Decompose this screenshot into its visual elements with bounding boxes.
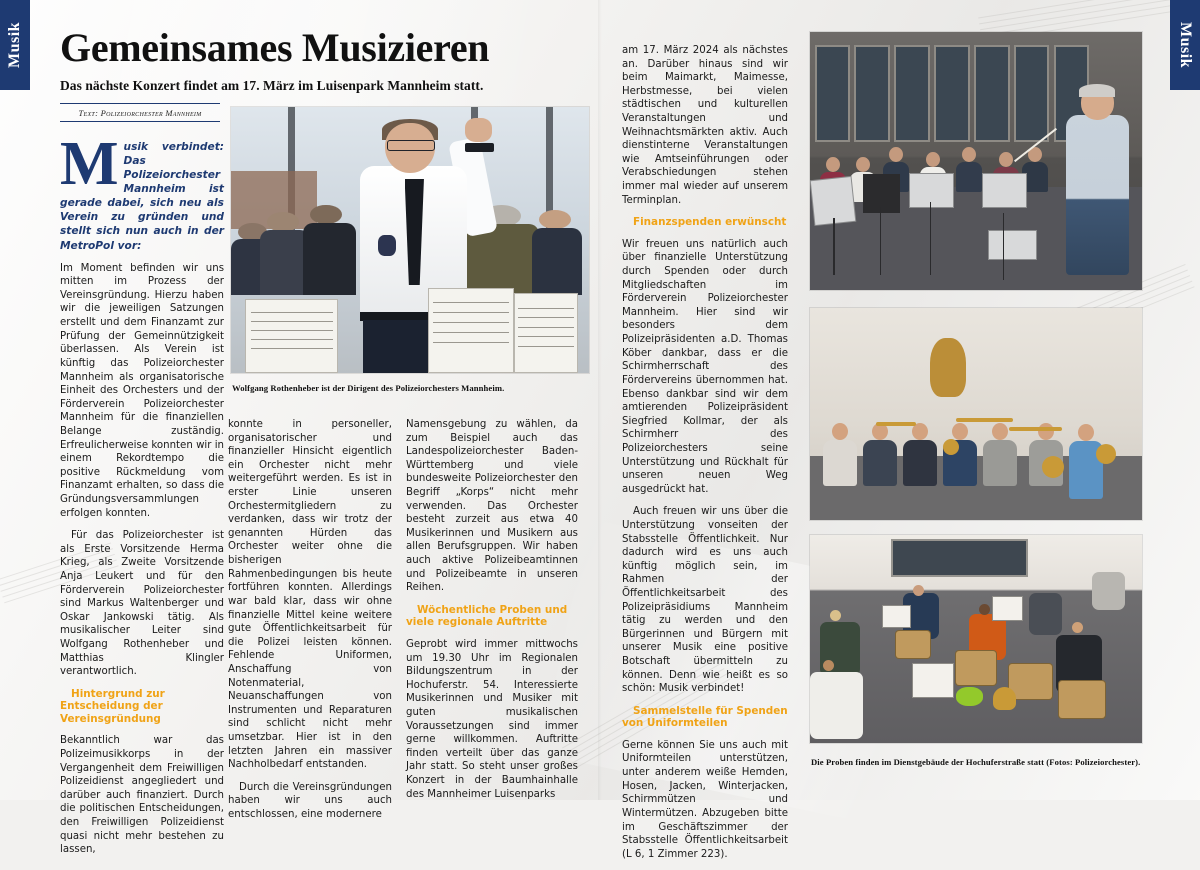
audience-torso [303,223,357,295]
trombone-instrument [1009,427,1062,431]
music-stand [910,174,953,208]
tuba-instrument [930,338,967,397]
chair [956,651,996,684]
orchestra-member [1022,147,1048,192]
page-subtitle: Das nächste Konzert findet am 17. März im Luisenpark Mannheim statt. [60,77,484,93]
audience-torso [532,228,582,295]
col1-paragraph-3: Bekanntlich war das Polizeimusikkorps in der Vergangenheit dem Freiwilligen Polizeidienst angegliedert und darüber auch finanziert. Durch die politischen Entscheidungen, den Freiwilligen Polizeidienst quasi nicht mehr bestehen zu lassen, [60,735,224,856]
photo-rehearsal-overhead [810,535,1142,743]
room-window [856,47,888,140]
sheet-music-stand-right [514,293,578,373]
drop-cap: M [60,130,119,198]
chair [1059,681,1105,718]
conductor-fist [465,118,492,142]
col4-paragraph-2: Wir freuen uns natürlich auch über finanzielle Unterstützung durch Spenden oder durch Mitgliedschaften im Förderverein Polizeiorchester Mannheim. Hier sind wir besonders dem Polizeipräsidenten a.D. Thomas Köber dankbar, dass er die Schirmherrschaft des Fördervereins übernommen hat. Ebenso dankbar sind wir dem amtierenden Polizeipräsident Siegfried Kollmar, der als Schirmherr des Polizeiorchesters seine Unterstützung und Rückhalt für unseren neuen Weg ausgedrückt hat. [622,238,788,495]
col4-section-heading-2: Sammelstelle für Spenden von Uniformteilen [622,704,788,730]
musician-head [913,585,924,596]
photo-brass-section [810,308,1142,520]
music-stand [883,606,910,627]
music-stand [983,174,1026,208]
brass-player [903,423,937,486]
police-badge-icon [378,235,396,256]
col4-paragraph-3: Auch freuen wir uns über die Unterstützung vonseiten der Stabsstelle Öffentlichkeit. Nur dadurch wird es uns auch künftig möglich sein, im Rahmen der Öffentlichkeitsarbeit des Polizeipräsidiums Mannheim tätig zu werden und den Bürgerinnen und Bürgern mit unserer Musik eine positive Botschaft übermitteln zu können. Denn wie heißt es so schön: Musik verbindet! [622,506,788,695]
orchestra-member [956,147,982,192]
col3-paragraph-2: Geprobt wird immer mittwochs um 19.30 Uhr im Regionalen Bildungszentrum in der Hochuferstr. 54. Interessierte Musikerinnen und Musiker mit guten musikalischen Voraussetzungen sind immer gerne willkommen. Auftritte finden verteilt über das ganze Jahr statt. So steht unser großes Konzert in der Baumhainhalle des Mannheimer Luisenparks [406,638,578,800]
music-stand [989,231,1035,259]
photo-conductor [231,107,589,373]
musician-head [823,660,834,671]
sheet-music-stand-left [245,299,338,373]
article-column-2 [228,418,392,831]
musician-head [979,604,990,615]
trombone-instrument [956,418,1012,422]
trumpet-instrument [876,422,916,426]
stand-leg [1003,213,1005,280]
musician-head [830,610,841,621]
brass-player [1069,424,1103,499]
category-tab-right-label: Musik [1177,21,1194,69]
chair [1009,664,1052,699]
room-window [976,47,1008,140]
page-fold-shadow [598,0,604,800]
photo-conductor-caption: Wolfgang Rothenheber ist der Dirigent des Polizeiorchesters Mannheim. [232,383,505,393]
stand-leg [833,218,835,275]
photo-overhead-caption: Die Proben finden im Dienstgebäude der Hochuferstraße statt (Fotos: Polizeiorchester). [811,757,1141,767]
music-stand [993,597,1023,620]
brass-player [863,423,897,486]
brass-player [983,423,1017,486]
masthead [60,25,590,94]
music-stand [913,664,953,697]
room-window-back [893,541,1026,574]
category-tab-right [1170,0,1200,90]
category-tab-left [0,0,30,90]
audience-head [539,210,571,229]
chair [896,631,929,658]
seated-musician [1029,593,1062,635]
col1-section-heading: Hintergrund zur Entscheidung der Vereinsgründung [60,687,165,725]
seated-musician [810,672,863,739]
rehearsal-conductor-body [1066,115,1129,275]
col3-paragraph-1: Namensgebung zu wählen, da zum Beispiel auch das Landespolizeiorchester Baden-Württemberg und viele bundesweite Polizeiorchester den Begriff „Korps“ nicht mehr verwenden. Das Orchester besteht zurzeit aus etwa 40 Musikerinnen und Musikern aus allen Berufsgruppen. Wir haben auch aktive Polizeibeamtinnen und Polizeibeamte in unseren Reihen. [406,419,578,594]
byline [60,103,220,122]
page-title: Gemeinsames Musizieren [60,25,490,70]
conductor-wristwatch [465,143,494,152]
col1-paragraph-1: Im Moment befinden wir uns mitten im Prozess der Vereinsgründung. Hierzu haben wir die jeweiligen Satzungen erstellt und dem Finanzamt zur Prüfung der Gemeinnützigkeit überlassen. Als Verein ist künftig das Polizeiorchester Mannheim als organisatorische Einheit des Orchesters und der Förderverein Polizeiorchester Mannheim für die finanziellen Belange zuständig. Erfreulicherweise konnten wir in einem Rekordtempo die positive Rückmeldung vom Finanzamt erhalten, so dass die Gründungsversammlungen erfolgen konnten. [60,262,224,519]
col4-paragraph-1: am 17. März 2024 als nächstes an. Darüber hinaus sind wir beim Maimarkt, Maimesse, Herbstmesse, bei vielen städtischen und kulturellen Veranstaltungen und Weihnachtsmärkten aktiv. Auch dienstinterne Veranstaltungen wie Amtseinführungen oder Verabschiedungen stehen immer mal wieder auf unserem Terminplan. [622,45,788,206]
room-window [936,47,968,140]
article-column-4 [622,44,788,870]
rehearsal-conductor-hair [1079,84,1116,97]
col4-paragraph-4: Gerne können Sie uns auch mit Uniformteilen unterstützen, unter anderem weiße Hemden, Hosen, Jacken, Winterjacken, Schirmmützen und Wintermützen. Abzugeben bitte im Geschäftszimmer der Stabsstelle Öffentlichkeitsarbeit (L 6, 1 Zimmer 223). [622,739,788,860]
photo-rehearsal-wide [810,32,1142,290]
lead-paragraph [60,130,224,253]
music-stand [863,174,900,213]
instrument-bell [1096,444,1116,464]
col4-section-heading-1: Finanzspenden erwünscht [633,216,787,229]
room-window [1016,47,1048,140]
stand-leg [930,202,932,274]
brass-instrument-bell [993,687,1016,710]
col1-paragraph-2: Für das Polizeiorchester ist als Erste Vorsitzende Herma Krieg, als Zweite Vorsitzende Anja Leukert und für den Förderverein Polizeiorchester sind Markus Waltenberger und Oskar Jankowski tätig. Als musikalischer Leiter sind Wolfgang Rothenheber und Matthias Klingler verantwortlich. [60,530,224,678]
conductor-glasses [387,140,435,151]
room-window [817,47,849,140]
col3-section-heading: Wöchentliche Proben und viele regionale Auftritte [406,603,568,629]
col2-paragraph-2: Durch die Vereinsgründungen haben wir uns auch entschlossen, eine modernere [228,781,392,821]
col2-paragraph-1: konnte in personeller, organisatorischer und finanzieller Hinsicht eigentlich ein Orchester nicht mehr weitergeführt werden. Es ist in erster Linie unseren Orchestermitgliedern zu verdanken, dass wir trotz der genannten Hürden das Orchester weiter ohne die bisherigen Rahmenbedingungen bis heute fortführen konnten. Allerdings war bald klar, dass wir ohne finanzielle Mittel keine weitere gute Öffentlichkeitsarbeit für die Polizei leisten können. Fehlende Uniformen, Anschaffung von Notenmaterial, Neuanschaffungen von Instrumenten und Reparaturen sind schlicht nicht mehr umsetzbar. Hier ist in den letzten Jahren ein massiver Nachholbedarf entstanden. [228,419,392,771]
instrument-case [956,687,983,706]
lead-paragraph-text: usik verbindet: Das Polizeiorchester Mannheim ist gerade dabei, sich neu als Verein zu gründen und stellt sich nun auch in der MetroPol vor: [60,141,224,252]
article-column-3 [406,418,578,810]
audience-torso [467,224,539,295]
sheet-music-stand-center [428,288,514,373]
seated-musician [1092,572,1125,609]
audience-head [267,212,299,232]
category-tab-left-label: Musik [6,21,23,69]
article-column-1 [60,130,224,866]
byline-text: Text: Polizeiorchester Mannheim [78,108,202,118]
audience-head [310,205,342,225]
brass-player [823,423,857,486]
stand-leg [880,207,882,274]
room-window [896,47,928,140]
